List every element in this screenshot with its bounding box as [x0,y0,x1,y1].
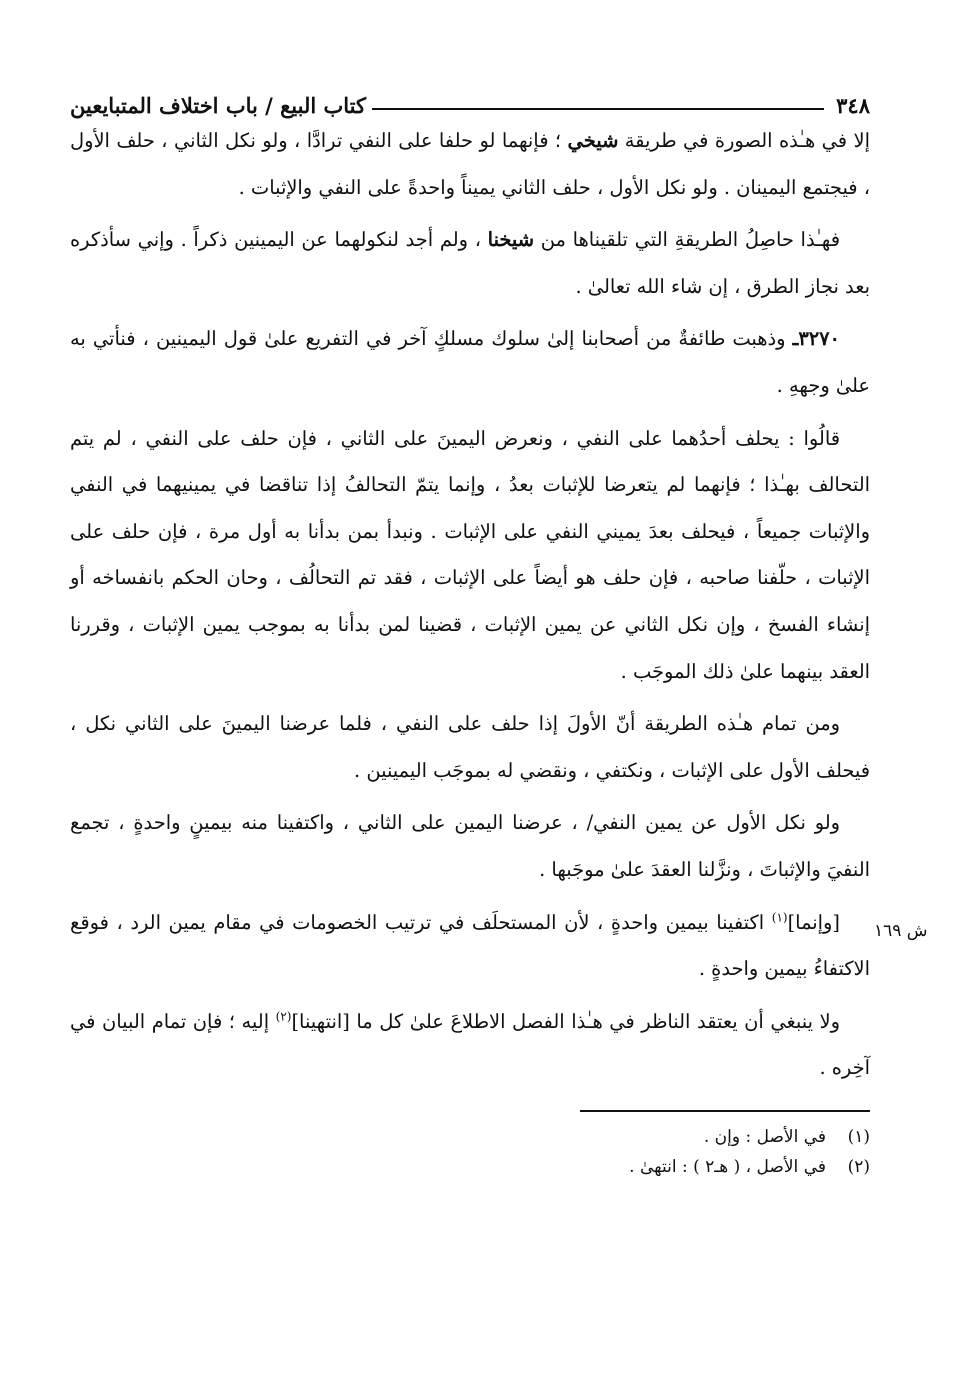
paragraph-6 [70,800,870,893]
running-title: كتاب البيع / باب اختلاف المتبايعين [70,93,367,118]
paragraph-2-rest: ، ولم أجد لنكولهما عن اليمينين ذكراً . وإني سأذكره بعد نجاز الطرق ، إن شاء الله تعالىٰ . [70,228,870,298]
footnote-ref-2: (٢) [275,1009,292,1024]
footnote-2-text: في الأصل ، ( هـ٢ ) : انتهىٰ . [629,1156,826,1177]
paragraph-2-text: فهـٰذا حاصِلُ الطريقةِ التي تلقيناها من [540,228,841,252]
bold-term-shaykhi: شيخي [567,129,619,152]
paragraph-1-rest: ؛ فإنهما لو حلفا على النفي ترادَّا ، ولو نكل الثاني ، حلف الأول ، فيجتمع اليمينان . ولو نكل الأول ، حلف الثاني يميناً واحدةً على النفي والإثبات . [70,129,870,199]
paragraph-3 [70,316,870,409]
paragraph-4 [70,416,870,696]
paragraph-8 [70,999,870,1092]
bold-term-shaykhina: شيخنا [487,228,535,252]
entry-number: ٣٢٧٠ـ [792,327,840,351]
paragraph-5-text: ومن تمام هـٰذه الطريقة أنّ الأولَ إذا حلف على النفي ، فلما عرضنا اليمينَ على الثاني نكل ، فيحلف الأول على الإثبات ، ونكتفي ، ونقضي له بموجَب اليمينين . [70,712,870,782]
paragraph-4-text: قالُوا : يحلف أحدُهما على النفي ، ونعرض اليمينَ على الثاني ، فإن حلف على النفي ، لم يتم التحالف بهـٰذا ؛ فإنهما لم يتعرضا للإثبات بعدُ ، وإنما يتمّ التحالفُ إذا تناقضا في يمينيهما في النفي والإثبات جميعاً ، فيحلف بعدَ يميني النفي على الإثبات . ونبدأ بمن بدأنا به أول مرة ، فإن حلف على الإثبات ، حلّفنا صاحبه ، فإن حلف هو أيضاً على الإثبات ، فقد تم التحالُف ، وحان الحكم بانفساخه أو إنشاء الفسخ ، وإن نكل الثاني عن يمين الإثبات ، قضينا لمن بدأنا به بموجب يمين الإثبات ، وقررنا العقد بينهما علىٰ ذلك الموجَب . [70,426,870,683]
footnote-1-number: (١) [847,1126,870,1147]
page-header [70,78,870,118]
footnote-separator [580,1110,870,1112]
paragraph-8-text: إليه ؛ فإن تمام البيان في آخِره . [70,1009,870,1080]
manuscript-folio-reference: ش ١٦٩ [874,921,928,941]
footnote-1 [70,1122,870,1152]
paragraph-1 [70,118,870,211]
header-rule [372,108,824,110]
paragraph-6-text: ولو نكل الأول عن يمين النفي/ ، عرضنا اليمين على الثاني ، واكتفينا منه بيمينٍ واحدةٍ ، تجمع النفيَ والإثباتَ ، ونزَّلنا العقدَ علىٰ موجَبها . [70,811,870,881]
paragraph-8-lead: ولا ينبغي أن يعتقد الناظر في هـٰذا الفصل الاطلاعَ علىٰ كل ما [انتهينا] [291,1009,840,1033]
page-body [70,118,870,1092]
footnote-2-number: (٢) [847,1156,870,1177]
footnotes [70,1122,870,1182]
paragraph-7-text: اكتفينا بيمين واحدةٍ ، لأن المستحلَف في ترتيب الخصومات في مقام يمين الرد ، فوقع الاكتفاءُ بيمين واحدةٍ . [70,910,870,981]
document-page [70,78,870,1182]
footnote-1-text: في الأصل : وإن . [703,1126,826,1147]
paragraph-7-bracket: [وإنما] [787,910,840,934]
paragraph-5 [70,701,870,794]
footnote-2 [70,1152,870,1182]
footnote-ref-1: (١) [771,910,788,925]
paragraph-7 [70,900,870,993]
paragraph-3-text: وذهبت طائفةٌ من أصحابنا إلىٰ سلوك مسلكٍ آخر في التفريع علىٰ قول اليمينين ، فنأتي به علىٰ وجههِ . [70,327,870,397]
paragraph-1-text: إلا في هـٰذه الصورة في طريقة [624,129,870,152]
paragraph-2 [70,217,870,310]
page-number: ٣٤٨ [836,93,870,118]
